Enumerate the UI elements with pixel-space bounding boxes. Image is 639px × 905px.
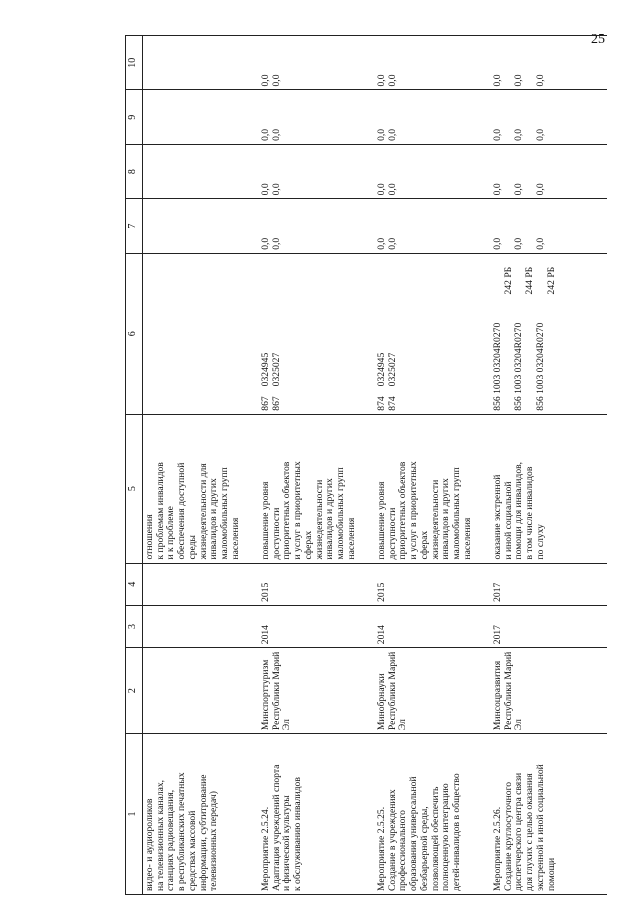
result-line: доступности (386, 507, 398, 560)
amount-cell: 0,0 0,0 0,0 (491, 199, 607, 253)
start-year-cell: 2014 (375, 605, 491, 647)
measure-line: телевизионных передач) (208, 791, 220, 891)
measure-line: экстренной и иной социальной (534, 764, 546, 891)
measure-line: диспетчерского центра связи (513, 772, 525, 891)
measure-line: Мероприятие 2.5.26. (492, 806, 503, 891)
ministry-code: 874 (386, 396, 398, 411)
budget-code-line (377, 257, 388, 411)
measure-cell (143, 734, 260, 895)
result-line: населения (345, 517, 357, 560)
program-table (125, 35, 607, 895)
result-line: приоритетных объектов (281, 461, 293, 560)
result-line: населения (461, 517, 473, 560)
measure-line: помощи (545, 857, 557, 891)
amount-cell: 0,0 0,0 (375, 36, 491, 90)
budget-code-cell (375, 253, 491, 414)
column-header: 5 (126, 414, 143, 563)
table-row (143, 36, 260, 895)
column-header: 8 (126, 144, 143, 198)
executor-cell: Минспорттуризм Республики Марий Эл (259, 648, 375, 734)
result-line: обеспечения доступной (176, 462, 188, 560)
amount-cell: 0,0 0,0 (259, 199, 375, 253)
result-line: инвалидов и других (208, 478, 220, 560)
column-header: 4 (126, 563, 143, 605)
measure-line: Адаптация учреждений спорта (270, 764, 282, 891)
executor-cell: Минобрнауки Республики Марий Эл (375, 648, 491, 734)
result-line: доступности (270, 507, 282, 560)
result-line: маломобильных групп (451, 467, 463, 560)
end-year-cell (143, 563, 260, 605)
executor-cell: Минсоцразвития Республики Марий Эл (491, 648, 607, 734)
result-line: оказание экстренной (492, 474, 503, 560)
column-header: 6 (126, 253, 143, 414)
ministry-code: 867 (260, 396, 271, 411)
executor-cell (143, 648, 260, 734)
measure-line: полноценную интеграцию (440, 783, 452, 891)
budget-code-line (388, 257, 399, 411)
column-header: 3 (126, 605, 143, 647)
result-cell (143, 414, 260, 563)
amount-cell: 0,0 0,0 (375, 199, 491, 253)
budget-code-line (547, 257, 558, 411)
result-line: жизнедеятельности (313, 479, 325, 560)
end-year-cell: 2015 (375, 563, 491, 605)
column-number-row (126, 36, 143, 895)
result-line: сферах (302, 530, 314, 560)
measure-line: Создание круглосуточного (502, 781, 514, 891)
target-code: 0325027 (386, 352, 398, 387)
amount-cell: 0,0 0,0 (259, 90, 375, 144)
measure-line: информации, субтитрование (197, 774, 209, 891)
budget-code-text: 856 1003 03204R0270 (513, 322, 525, 411)
result-line: инвалидов и других (440, 478, 452, 560)
budget-code-cell (259, 253, 375, 414)
result-line: к проблемам инвалидов (154, 462, 166, 560)
measure-line: видео- и аудиороликов (144, 798, 155, 891)
target-code: 0324945 (260, 352, 271, 387)
result-line: повышение уровня (260, 481, 271, 560)
ministry-code: 874 (376, 396, 387, 411)
measure-line: и физической культуры (281, 795, 293, 891)
result-line: жизнедеятельности для (197, 463, 209, 560)
result-cell (375, 414, 491, 563)
result-line: маломобильных групп (219, 467, 231, 560)
result-line: помощи для инвалидов, (513, 461, 525, 560)
measure-line: в республиканских печатных (176, 772, 188, 891)
page-number: 25 (591, 32, 605, 47)
amount-cell: 0,0 0,0 0,0 (491, 144, 607, 198)
amount-cell (143, 144, 260, 198)
result-line: и к проблеме (165, 506, 177, 560)
result-line: и услуг в приоритетных (292, 461, 304, 560)
column-header: 7 (126, 199, 143, 253)
amount-cell: 0,0 0,0 (259, 144, 375, 198)
result-cell (259, 414, 375, 563)
budget-code-text: 244 РБ (524, 266, 536, 295)
rotated-table-wrapper (125, 35, 635, 895)
measure-line: для глухих с целью оказания (524, 773, 536, 891)
measure-line: Создание в учреждениях (386, 789, 398, 891)
measure-cell (259, 734, 375, 895)
amount-cell (143, 199, 260, 253)
amount-cell (143, 36, 260, 90)
measure-line: детей-инвалидов в общество (451, 773, 463, 891)
result-line: и услуг в приоритетных (408, 461, 420, 560)
result-line: сферах (418, 530, 430, 560)
result-line: повышение уровня (376, 481, 387, 560)
end-year-cell: 2017 (491, 563, 607, 605)
result-line: маломобильных групп (335, 467, 347, 560)
measure-line: средствах массовой (186, 810, 198, 891)
end-year-cell: 2015 (259, 563, 375, 605)
start-year-cell: 2017 (491, 605, 607, 647)
budget-code-line (261, 257, 272, 411)
column-header: 10 (126, 36, 143, 90)
measure-cell (491, 734, 607, 895)
result-line: населения (229, 517, 241, 560)
result-line: инвалидов и других (324, 478, 336, 560)
measure-line: на телевизионных каналах, (154, 779, 166, 891)
measure-line: безбарьерной среды, (418, 806, 430, 891)
column-header: 1 (126, 734, 143, 895)
start-year-cell: 2014 (259, 605, 375, 647)
budget-code-cell (491, 253, 607, 414)
amount-cell (143, 90, 260, 144)
amount-cell: 0,0 0,0 (375, 90, 491, 144)
measure-line: позволяющей обеспечить (429, 786, 441, 891)
amount-cell: 0,0 0,0 0,0 (491, 36, 607, 90)
table-body (143, 36, 608, 895)
budget-code-line (272, 257, 283, 411)
target-code: 0324945 (376, 352, 387, 387)
table-frame (125, 35, 639, 891)
column-header: 2 (126, 648, 143, 734)
measure-line: станциях радиовещания, (165, 789, 177, 891)
budget-code-text: 242 РБ (545, 266, 557, 295)
result-line: среды (186, 535, 198, 560)
measure-line: профессионального (397, 810, 409, 891)
result-line: приоритетных объектов (397, 461, 409, 560)
target-code: 0325027 (270, 352, 282, 387)
amount-cell: 0,0 0,0 0,0 (491, 90, 607, 144)
amount-cell: 0,0 0,0 (259, 36, 375, 90)
result-line: по слуху (534, 524, 546, 560)
table-row (259, 36, 375, 895)
measure-cell (375, 734, 491, 895)
result-line: отношения (144, 514, 155, 560)
amount-cell: 0,0 0,0 (375, 144, 491, 198)
table-row (375, 36, 491, 895)
measure-line: образования универсальной (408, 776, 420, 891)
budget-code-text: 856 1003 03204R0270 (534, 322, 546, 411)
budget-code-text: 242 РБ (502, 266, 514, 295)
result-cell (491, 414, 607, 563)
result-line: и иной социальной (502, 481, 514, 560)
budget-code-cell (143, 253, 260, 414)
result-line: жизнедеятельности (429, 479, 441, 560)
measure-line: Мероприятие 2.5.24. (260, 806, 271, 891)
ministry-code: 867 (270, 396, 282, 411)
column-header: 9 (126, 90, 143, 144)
measure-line: Мероприятие 2.5.25. (376, 806, 387, 891)
budget-code-text: 856 1003 03204R0270 (492, 322, 503, 411)
result-line: в том числе инвалидов (524, 466, 536, 560)
table-row (491, 36, 607, 895)
measure-line: к обслуживанию инвалидов (292, 777, 304, 891)
start-year-cell (143, 605, 260, 647)
